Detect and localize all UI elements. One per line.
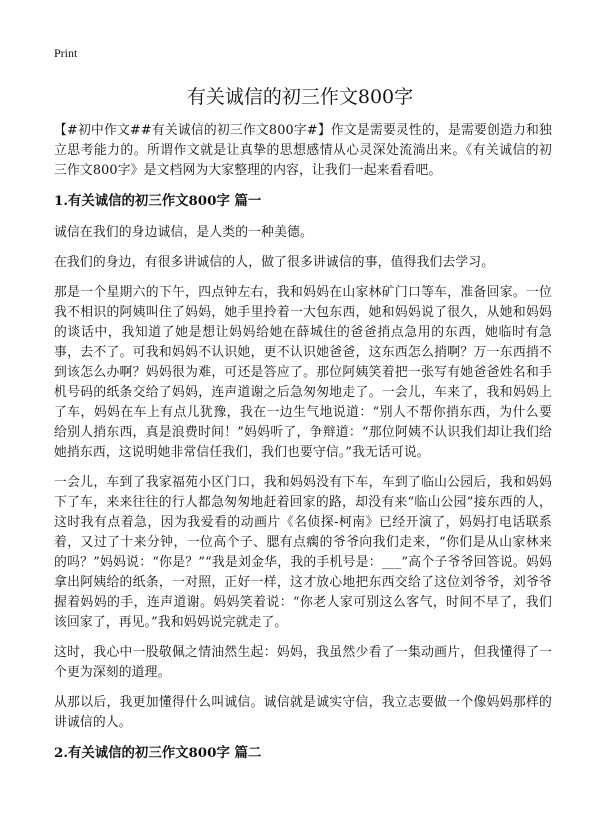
paragraph: 在我们的身边，有很多讲诚信的人，做了很多讲诚信的事，值得我们去学习。 [54,255,495,270]
section-heading: 1.有关诚信的初三作文800字 篇一 [54,193,262,209]
paragraph: 这时，我心中一股敬佩之情油然生起：妈妈，我虽然少看了一集动画片，但我懂得了一个更为深刻的道理。 [54,645,552,680]
paragraph: 诚信在我们的身边诚信，是人类的一种美德。 [54,225,313,240]
section-2 [54,743,552,763]
print-label: Print [54,46,78,60]
paragraph: 那是一个星期六的下午，四点钟左右，我和妈妈在山家林矿门口等车，准备回家。一位我不相识的阿姨叫住了妈妈，她手里拎着一大包东西，她和妈妈说了很久，从她和妈妈的谈话中，我知道了她是想让妈妈给她在薛城住的爸爸捎点急用的东西，她临时有急事，去不了。可我和妈妈不认识她，更不认识她爸爸，这东西怎么捎啊？万一东西捎不到该怎么办啊？妈妈很为难，可还是答应了。那位阿姨笑着把一张写有她爸爸姓名和手机号码的纸条交给了妈妈，连声道谢之后急匆匆地走了。一会儿，车来了，我和妈妈上了车，妈妈在车上有点儿犹豫，我在一边生气地说道：“别人不帮你捎东西，为什么要给别人捎东西，真是浪费时间！”妈妈听了，争辩道：“那位阿姨不认识我们却让我们给她捎东西，这说明她非常信任我们，我们也要守信。”我无话可说。 [54,285,552,460]
article-body [54,121,552,775]
section-1 [54,191,552,733]
article-intro: 【#初中作文##有关诚信的初三作文800字#】作文是需要灵性的，是需要创造力和独立思考能力的。所谓作文就是让真挚的思想感情从心灵深处流淌出来。《有关诚信的初三作文800字》是文档网为大家整理的内容，让我们一起来看看吧。 [54,123,552,178]
paragraph: 从那以后，我更加懂得什么叫诚信。诚信就是诚实守信，我立志要做一个像妈妈那样的讲诚信的人。 [54,695,552,730]
section-heading: 2.有关诚信的初三作文800字 篇二 [54,745,262,761]
paragraph: 一会儿，车到了我家福苑小区门口，我和妈妈没有下车，车到了临山公园后，我和妈妈下了车，来来往往的行人都急匆匆地赶着回家的路，却没有来“临山公园”接东西的人，这时我有点着急，因为我爱看的动画片《名侦探-柯南》已经开演了，妈妈打电话联系着，又过了十来分钟，一位高个子、腮有点瘸的爷爷向我们走来，“你们是从山家林来的吗？”妈妈说：“你是？”“我是刘金华，我的手机号是：___”高个子爷爷回答说。妈妈拿出阿姨给的纸条，一对照，正好一样，这才放心地把东西交给了这位刘爷爷，刘爷爷握着妈妈的手，连声道谢。妈妈笑着说：“你老人家可别这么客气，时间不早了，我们该回家了，再见。”我和妈妈说完就走了。 [54,475,552,630]
article-title: 有关诚信的初三作文800字 [186,86,414,108]
